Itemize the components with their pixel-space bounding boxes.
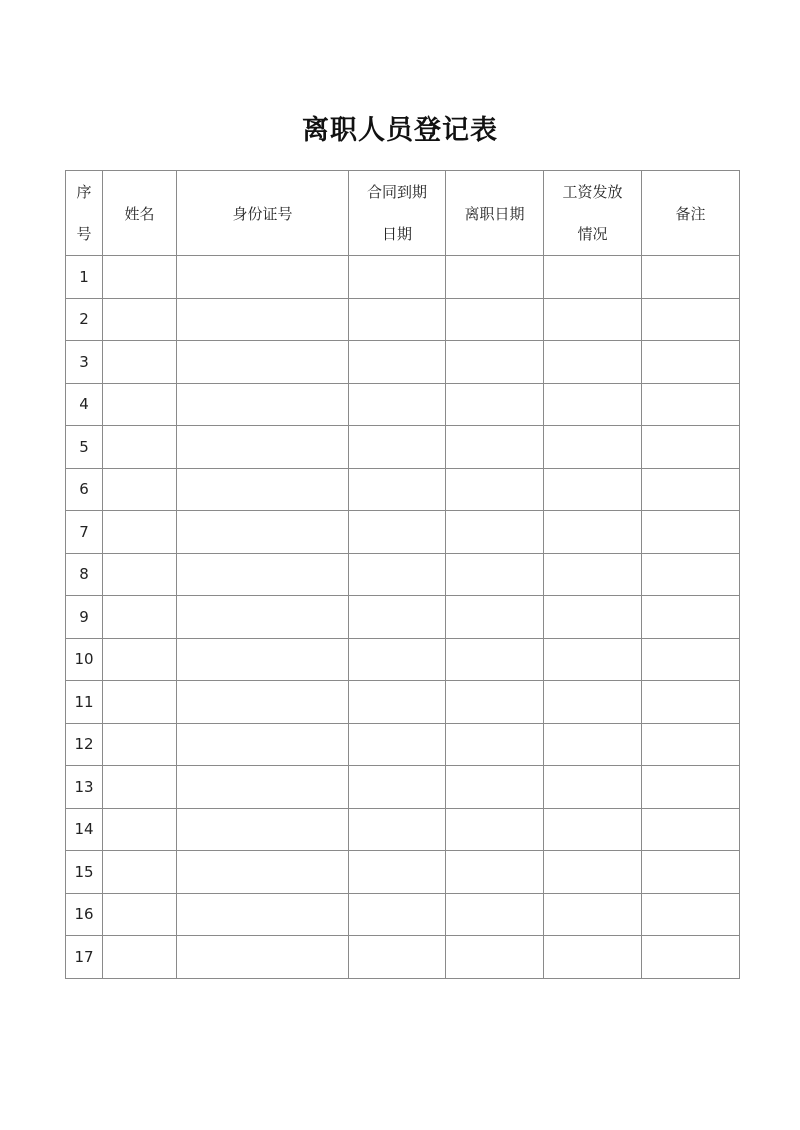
name-cell[interactable]	[103, 596, 177, 639]
leave-date-cell[interactable]	[446, 596, 544, 639]
header-index-line1: 序	[76, 183, 92, 201]
name-cell[interactable]	[103, 936, 177, 979]
header-remarks: 备注	[642, 171, 740, 256]
remarks-cell[interactable]	[642, 553, 740, 596]
salary-status-cell[interactable]	[544, 553, 642, 596]
id-number-cell[interactable]	[177, 893, 349, 936]
id-number-cell[interactable]	[177, 553, 349, 596]
id-number-cell[interactable]	[177, 341, 349, 384]
name-cell[interactable]	[103, 553, 177, 596]
header-contract-end-line2: 日期	[381, 225, 412, 243]
name-cell[interactable]	[103, 723, 177, 766]
row-index-cell: 12	[66, 723, 103, 766]
resignation-register-table	[65, 170, 740, 979]
row-index-cell: 1	[66, 256, 103, 299]
salary-status-cell[interactable]	[544, 341, 642, 384]
id-number-cell[interactable]	[177, 808, 349, 851]
remarks-cell[interactable]	[642, 426, 740, 469]
leave-date-cell[interactable]	[446, 426, 544, 469]
name-cell[interactable]	[103, 511, 177, 554]
row-index-cell: 11	[66, 681, 103, 724]
id-number-cell[interactable]	[177, 511, 349, 554]
contract-end-date-cell[interactable]	[349, 681, 446, 724]
row-index-cell: 6	[66, 468, 103, 511]
table-row	[66, 808, 740, 851]
row-index-cell: 13	[66, 766, 103, 809]
remarks-cell[interactable]	[642, 468, 740, 511]
header-contract-end-line1: 合同到期	[366, 183, 427, 201]
contract-end-date-cell[interactable]	[349, 766, 446, 809]
page-title: 离职人员登记表	[302, 115, 498, 146]
id-number-cell[interactable]	[177, 596, 349, 639]
salary-status-cell[interactable]	[544, 468, 642, 511]
remarks-cell[interactable]	[642, 511, 740, 554]
row-index-cell: 15	[66, 851, 103, 894]
table-row	[66, 468, 740, 511]
leave-date-cell[interactable]	[446, 893, 544, 936]
leave-date-cell[interactable]	[446, 638, 544, 681]
id-number-cell[interactable]	[177, 256, 349, 299]
id-number-cell[interactable]	[177, 723, 349, 766]
salary-status-cell[interactable]	[544, 851, 642, 894]
remarks-cell[interactable]	[642, 383, 740, 426]
header-name: 姓名	[103, 171, 177, 256]
remarks-cell[interactable]	[642, 638, 740, 681]
row-index-cell: 10	[66, 638, 103, 681]
id-number-cell[interactable]	[177, 468, 349, 511]
row-index-cell: 4	[66, 383, 103, 426]
contract-end-date-cell[interactable]	[349, 468, 446, 511]
table-row	[66, 383, 740, 426]
row-index-cell: 5	[66, 426, 103, 469]
contract-end-date-cell[interactable]	[349, 851, 446, 894]
table-row	[66, 511, 740, 554]
name-cell[interactable]	[103, 766, 177, 809]
leave-date-cell[interactable]	[446, 681, 544, 724]
name-cell[interactable]	[103, 808, 177, 851]
leave-date-cell[interactable]	[446, 936, 544, 979]
leave-date-cell[interactable]	[446, 723, 544, 766]
contract-end-date-cell[interactable]	[349, 298, 446, 341]
contract-end-date-cell[interactable]	[349, 383, 446, 426]
salary-status-cell[interactable]	[544, 596, 642, 639]
table-row	[66, 723, 740, 766]
salary-status-cell[interactable]	[544, 723, 642, 766]
row-index-cell: 7	[66, 511, 103, 554]
remarks-cell[interactable]	[642, 766, 740, 809]
table-row	[66, 298, 740, 341]
remarks-cell[interactable]	[642, 681, 740, 724]
id-number-cell[interactable]	[177, 383, 349, 426]
name-cell[interactable]	[103, 341, 177, 384]
salary-status-cell[interactable]	[544, 893, 642, 936]
row-index-cell: 16	[66, 893, 103, 936]
name-cell[interactable]	[103, 638, 177, 681]
id-number-cell[interactable]	[177, 681, 349, 724]
header-contract-end-date	[349, 171, 446, 256]
leave-date-cell[interactable]	[446, 766, 544, 809]
id-number-cell[interactable]	[177, 298, 349, 341]
name-cell[interactable]	[103, 383, 177, 426]
leave-date-cell[interactable]	[446, 298, 544, 341]
table-row	[66, 638, 740, 681]
remarks-cell[interactable]	[642, 936, 740, 979]
contract-end-date-cell[interactable]	[349, 426, 446, 469]
remarks-cell[interactable]	[642, 723, 740, 766]
row-index-cell: 3	[66, 341, 103, 384]
leave-date-cell[interactable]	[446, 383, 544, 426]
contract-end-date-cell[interactable]	[349, 596, 446, 639]
table-row	[66, 596, 740, 639]
header-salary-line2: 情况	[577, 225, 608, 243]
name-cell[interactable]	[103, 426, 177, 469]
row-index-cell: 8	[66, 553, 103, 596]
contract-end-date-cell[interactable]	[349, 341, 446, 384]
header-index-line2: 号	[76, 225, 92, 243]
name-cell[interactable]	[103, 256, 177, 299]
salary-status-cell[interactable]	[544, 256, 642, 299]
name-cell[interactable]	[103, 468, 177, 511]
leave-date-cell[interactable]	[446, 808, 544, 851]
leave-date-cell[interactable]	[446, 256, 544, 299]
table-row	[66, 766, 740, 809]
remarks-cell[interactable]	[642, 851, 740, 894]
name-cell[interactable]	[103, 851, 177, 894]
contract-end-date-cell[interactable]	[349, 723, 446, 766]
salary-status-cell[interactable]	[544, 766, 642, 809]
salary-status-cell[interactable]	[544, 808, 642, 851]
remarks-cell[interactable]	[642, 341, 740, 384]
leave-date-cell[interactable]	[446, 553, 544, 596]
remarks-cell[interactable]	[642, 893, 740, 936]
remarks-cell[interactable]	[642, 256, 740, 299]
remarks-cell[interactable]	[642, 596, 740, 639]
contract-end-date-cell[interactable]	[349, 256, 446, 299]
table-body	[66, 256, 740, 979]
contract-end-date-cell[interactable]	[349, 936, 446, 979]
salary-status-cell[interactable]	[544, 383, 642, 426]
remarks-cell[interactable]	[642, 808, 740, 851]
id-number-cell[interactable]	[177, 766, 349, 809]
salary-status-cell[interactable]	[544, 638, 642, 681]
row-index-cell: 17	[66, 936, 103, 979]
salary-status-cell[interactable]	[544, 681, 642, 724]
contract-end-date-cell[interactable]	[349, 553, 446, 596]
header-id-number: 身份证号	[177, 171, 349, 256]
remarks-cell[interactable]	[642, 298, 740, 341]
header-row	[66, 171, 740, 256]
leave-date-cell[interactable]	[446, 851, 544, 894]
table-row	[66, 256, 740, 299]
header-index	[66, 171, 103, 256]
header-leave-date: 离职日期	[446, 171, 544, 256]
header-salary-line1: 工资发放	[562, 183, 623, 201]
table-row	[66, 936, 740, 979]
id-number-cell[interactable]	[177, 426, 349, 469]
leave-date-cell[interactable]	[446, 341, 544, 384]
row-index-cell: 9	[66, 596, 103, 639]
table-row	[66, 426, 740, 469]
header-salary-status	[544, 171, 642, 256]
row-index-cell: 2	[66, 298, 103, 341]
id-number-cell[interactable]	[177, 936, 349, 979]
leave-date-cell[interactable]	[446, 468, 544, 511]
contract-end-date-cell[interactable]	[349, 893, 446, 936]
id-number-cell[interactable]	[177, 638, 349, 681]
leave-date-cell[interactable]	[446, 511, 544, 554]
table-row	[66, 341, 740, 384]
table-row	[66, 851, 740, 894]
salary-status-cell[interactable]	[544, 511, 642, 554]
table-row	[66, 681, 740, 724]
table-row	[66, 553, 740, 596]
row-index-cell: 14	[66, 808, 103, 851]
contract-end-date-cell[interactable]	[349, 638, 446, 681]
salary-status-cell[interactable]	[544, 936, 642, 979]
name-cell[interactable]	[103, 893, 177, 936]
id-number-cell[interactable]	[177, 851, 349, 894]
contract-end-date-cell[interactable]	[349, 511, 446, 554]
salary-status-cell[interactable]	[544, 298, 642, 341]
name-cell[interactable]	[103, 298, 177, 341]
table-row	[66, 893, 740, 936]
salary-status-cell[interactable]	[544, 426, 642, 469]
name-cell[interactable]	[103, 681, 177, 724]
contract-end-date-cell[interactable]	[349, 808, 446, 851]
